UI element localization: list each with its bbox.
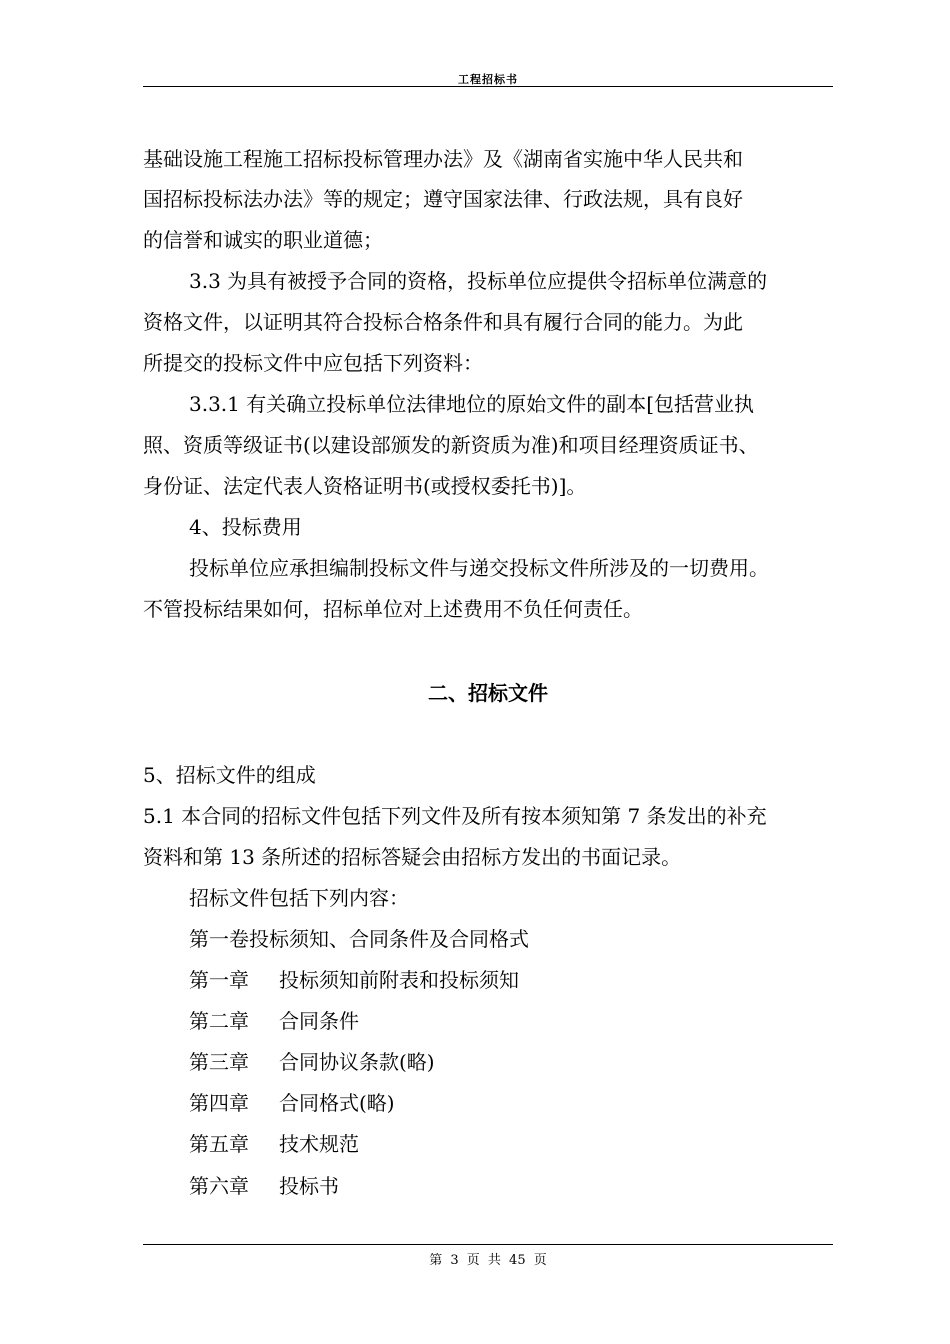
chapter-number: 第三章 [189, 1050, 249, 1074]
chapter-title: 技术规范 [279, 1132, 359, 1156]
chapter-title: 合同格式(略) [279, 1091, 395, 1115]
chapter-item [189, 1009, 359, 1033]
body-line: 投标单位应承担编制投标文件与递交投标文件所涉及的一切费用。 [189, 556, 769, 580]
section-heading: 二、招标文件 [428, 681, 548, 705]
chapter-title: 投标书 [279, 1174, 339, 1198]
body-line: 资格文件，以证明其符合投标合格条件和具有履行合同的能力。为此 [143, 310, 743, 334]
clause-title: 4、投标费用 [189, 515, 302, 539]
chapter-number: 第六章 [189, 1174, 249, 1198]
body-line: 不管投标结果如何，招标单位对上述费用不负任何责任。 [143, 597, 643, 621]
chapter-item [189, 1132, 359, 1156]
header-rule [143, 86, 833, 87]
volume-title: 第一卷投标须知、合同条件及合同格式 [189, 927, 529, 951]
body-line: 的信誉和诚实的职业道德； [143, 228, 383, 252]
page-number: 第 3 页 共 45 页 [429, 1253, 547, 1268]
body-line: 3.3.1 有关确立投标单位法律地位的原始文件的副本[包括营业执 [189, 392, 755, 416]
chapter-item [189, 1050, 435, 1074]
body-line: 3.3 为具有被授予合同的资格，投标单位应提供令招标单位满意的 [189, 269, 768, 293]
chapter-item [189, 1174, 339, 1198]
chapter-number: 第五章 [189, 1132, 249, 1156]
body-line: 资料和第 13 条所述的招标答疑会由招标方发出的书面记录。 [143, 845, 682, 869]
body-line: 国招标投标法办法》等的规定；遵守国家法律、行政法规，具有良好 [143, 187, 743, 211]
chapter-item [189, 1091, 395, 1115]
chapter-number: 第四章 [189, 1091, 249, 1115]
chapter-title: 合同条件 [279, 1009, 359, 1033]
body-line: 照、资质等级证书(以建设部颁发的新资质为准)和项目经理资质证书、 [143, 433, 759, 457]
body-line: 身份证、法定代表人资格证明书(或授权委托书)]。 [143, 474, 587, 498]
footer-rule [143, 1244, 833, 1245]
body-line: 5.1 本合同的招标文件包括下列文件及所有按本须知第 7 条发出的补充 [143, 804, 767, 828]
chapter-number: 第二章 [189, 1009, 249, 1033]
running-header: 工程招标书 [458, 73, 518, 86]
chapter-title: 合同协议条款(略) [279, 1050, 435, 1074]
chapter-title: 投标须知前附表和投标须知 [279, 968, 519, 992]
contents-intro: 招标文件包括下列内容： [189, 886, 409, 910]
chapter-number: 第一章 [189, 968, 249, 992]
body-line: 基础设施工程施工招标投标管理办法》及《湖南省实施中华人民共和 [143, 147, 743, 171]
body-line: 所提交的投标文件中应包括下列资料： [143, 351, 483, 375]
clause-title: 5、招标文件的组成 [143, 763, 316, 787]
chapter-item [189, 968, 519, 992]
